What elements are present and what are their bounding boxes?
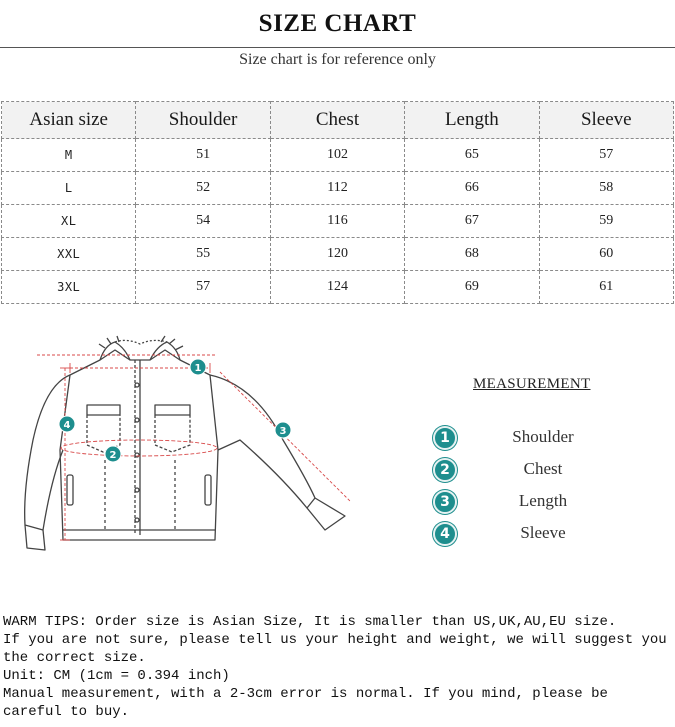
table-row <box>2 139 674 172</box>
cell-length: 68 <box>405 238 539 271</box>
cell-sleeve: 58 <box>539 172 673 205</box>
legend-label: Shoulder <box>512 427 574 446</box>
warm-tips <box>3 613 671 721</box>
cell-shoulder: 54 <box>136 205 270 238</box>
cell-shoulder: 52 <box>136 172 270 205</box>
table-row <box>2 205 674 238</box>
cell-sleeve: 59 <box>539 205 673 238</box>
cell-chest: 116 <box>270 205 404 238</box>
cell-shoulder: 51 <box>136 139 270 172</box>
legend-label: Sleeve <box>520 523 566 542</box>
tip-asian-size: WARM TIPS: Order size is Asian Size, It is smaller than US,UK,AU,EU size. <box>3 614 617 630</box>
cell-size: L <box>2 172 136 205</box>
cell-chest: 102 <box>270 139 404 172</box>
legend-badge: 2 <box>433 458 457 482</box>
table-row <box>2 172 674 205</box>
legend-label: Length <box>518 491 568 510</box>
legend-badge: 3 <box>433 490 457 514</box>
cell-chest: 112 <box>270 172 404 205</box>
legend-item-chest <box>433 458 653 482</box>
legend-item-shoulder <box>433 426 653 450</box>
column-header-sleeve: Sleeve <box>539 102 673 139</box>
cell-sleeve: 60 <box>539 238 673 271</box>
table-row <box>2 238 674 271</box>
marker-1: 1 <box>194 363 202 374</box>
title-divider <box>0 47 675 48</box>
cell-sleeve: 61 <box>539 271 673 304</box>
cell-shoulder: 55 <box>136 238 270 271</box>
tip-measurement-error: Manual measurement, with a 2-3cm error is normal. If you mind, please be careful to buy. <box>3 686 608 720</box>
jacket-diagram <box>15 330 375 570</box>
cell-size: 3XL <box>2 271 136 304</box>
marker-3: 3 <box>279 426 287 437</box>
tip-unit: Unit: CM (1cm = 0.394 inch) <box>3 668 230 684</box>
marker-4: 4 <box>63 420 71 431</box>
cell-length: 65 <box>405 139 539 172</box>
column-header-asian-size: Asian size <box>2 102 136 139</box>
legend-item-length <box>433 490 653 514</box>
legend-label: Chest <box>523 459 563 478</box>
column-header-length: Length <box>405 102 539 139</box>
cell-chest: 124 <box>270 271 404 304</box>
cell-chest: 120 <box>270 238 404 271</box>
column-header-shoulder: Shoulder <box>136 102 270 139</box>
legend-item-sleeve <box>433 522 653 546</box>
column-header-chest: Chest <box>270 102 404 139</box>
size-table <box>1 101 674 304</box>
measurement-guides <box>37 355 351 540</box>
table-header-row <box>2 102 674 139</box>
cell-shoulder: 57 <box>136 271 270 304</box>
marker-2: 2 <box>109 450 117 461</box>
cell-size: XL <box>2 205 136 238</box>
legend-badge: 4 <box>433 522 457 546</box>
page-title: SIZE CHART <box>258 10 417 37</box>
measurement-legend-title: MEASUREMENT <box>473 376 591 392</box>
tip-height-weight: If you are not sure, please tell us your height and weight, we will suggest you the correct size. <box>3 632 667 666</box>
subtitle: Size chart is for reference only <box>239 51 436 68</box>
cell-length: 69 <box>405 271 539 304</box>
legend-badge: 1 <box>433 426 457 450</box>
cell-sleeve: 57 <box>539 139 673 172</box>
table-row <box>2 271 674 304</box>
cell-length: 66 <box>405 172 539 205</box>
cell-length: 67 <box>405 205 539 238</box>
cell-size: M <box>2 139 136 172</box>
diagram-markers <box>59 359 291 462</box>
cell-size: XXL <box>2 238 136 271</box>
